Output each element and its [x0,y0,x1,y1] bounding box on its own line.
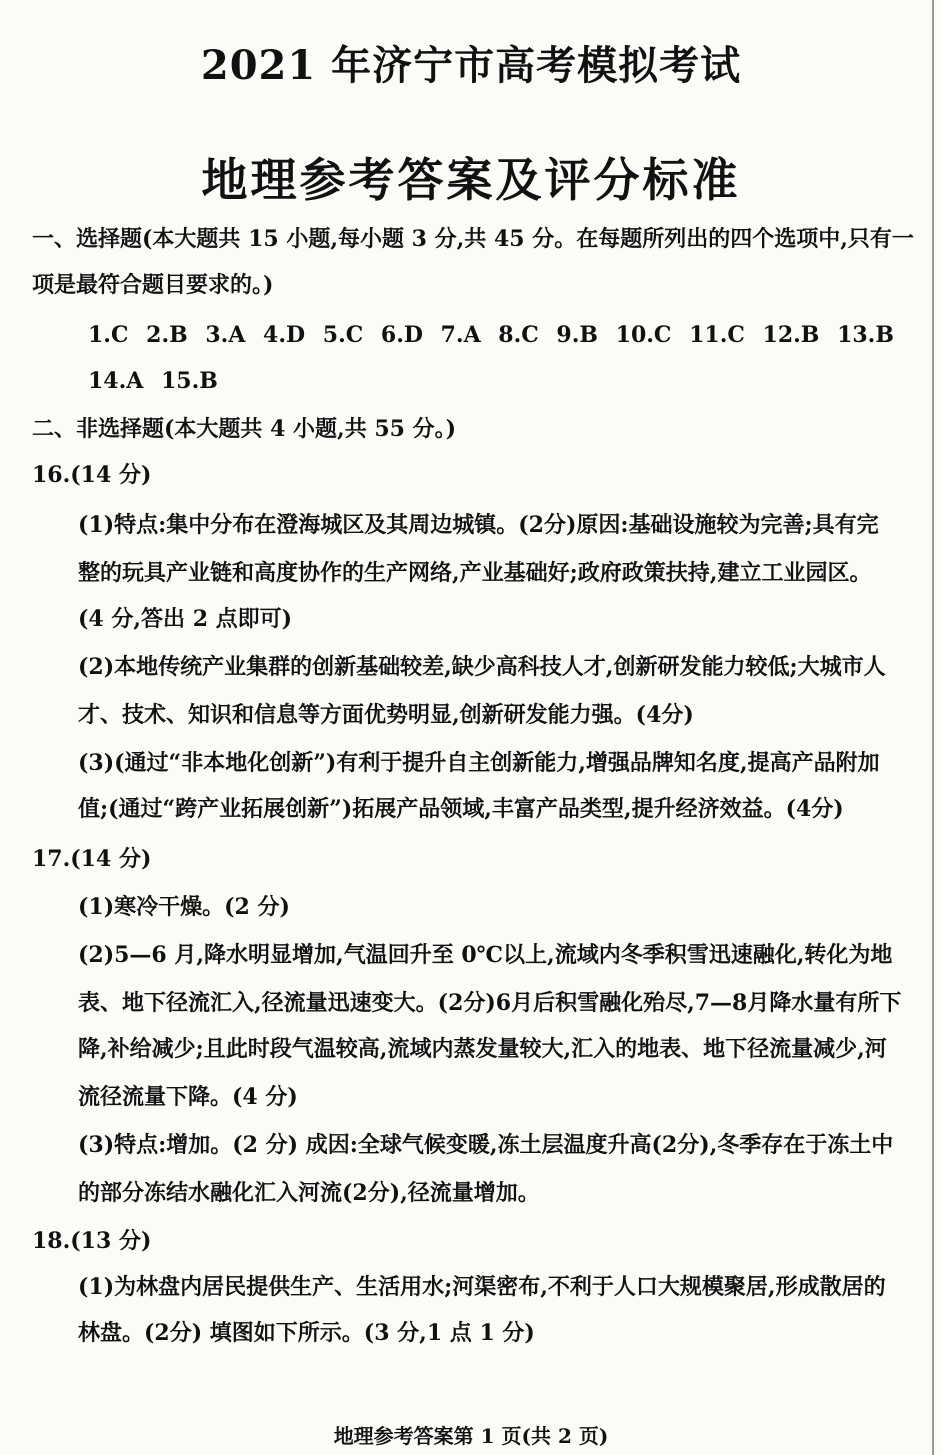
q17-line5: 流径流量下降。(4 分) [78,1084,298,1110]
q17-line6: (3)特点:增加。(2 分) 成因:全球气候变暖,冻土层温度升高(2分),冬季存在于冻土中 [78,1132,894,1158]
q17-line7: 的部分冻结水融化汇入河流(2分),径流量增加。 [78,1180,540,1206]
q17-line4: 降,补给减少;且此时段气温较高,流域内蒸发量较大,汇入的地表、地下径流量减少,河 [78,1036,887,1062]
q16-line2: 整的玩具产业链和高度协作的生产网络,产业基础好;政府政策扶持,建立工业园区。 [78,560,872,586]
section1-heading-line1: 一、选择题(本大题共 15 小题,每小题 3 分,共 45 分。在每题所列出的四个选项中,只有一 [32,226,914,252]
choice-answers-line2: 14.A 15.B [88,368,218,394]
document-subtitle: 地理参考答案及评分标准 [201,153,741,207]
q17-heading: 17.(14 分) [32,846,152,872]
q17-line3: 表、地下径流汇入,径流量迅速变大。(2分)6月后积雪融化殆尽,7—8月降水量有所下 [78,990,902,1016]
q17-line2: (2)5—6 月,降水明显增加,气温回升至 0℃以上,流域内冬季积雪迅速融化,转化为地 [78,942,893,968]
page-footer: 地理参考答案第 1 页(共 2 页) [333,1424,609,1448]
q18-line2: 林盘。(2分) 填图如下所示。(3 分,1 点 1 分) [78,1320,535,1346]
choice-answers-line1: 1.C 2.B 3.A 4.D 5.C 6.D 7.A 8.C 9.B 10.C 11.C 12.B 13.B [88,322,894,348]
q16-line6: (3)(通过“非本地化创新”)有利于提升自主创新能力,增强品牌知名度,提高产品附加 [78,750,880,776]
q16-line4: (2)本地传统产业集群的创新基础较差,缺少高科技人才,创新研发能力较低;大城市人 [78,654,886,680]
q18-line1: (1)为林盘内居民提供生产、生活用水;河渠密布,不利于人口大规模聚居,形成散居的 [78,1274,886,1300]
q16-line7: 值;(通过“跨产业拓展创新”)拓展产品领域,丰富产品类型,提升经济效益。(4分) [78,796,844,822]
q16-line5: 才、技术、知识和信息等方面优势明显,创新研发能力强。(4分) [78,702,694,728]
section1-heading-line2: 项是最符合题目要求的。) [32,272,274,298]
q17-line1: (1)寒冷干燥。(2 分) [78,894,290,920]
q18-heading: 18.(13 分) [32,1228,152,1254]
q16-heading: 16.(14 分) [32,462,152,488]
q16-line3: (4 分,答出 2 点即可) [78,606,293,632]
scan-edge-line [932,0,934,1455]
section2-heading: 二、非选择题(本大题共 4 小题,共 55 分。) [32,416,457,442]
q16-line1: (1)特点:集中分布在澄海城区及其周边城镇。(2分)原因:基础设施较为完善;具有完 [78,512,879,538]
exam-title: 2021 年济宁市高考模拟考试 [200,42,742,89]
